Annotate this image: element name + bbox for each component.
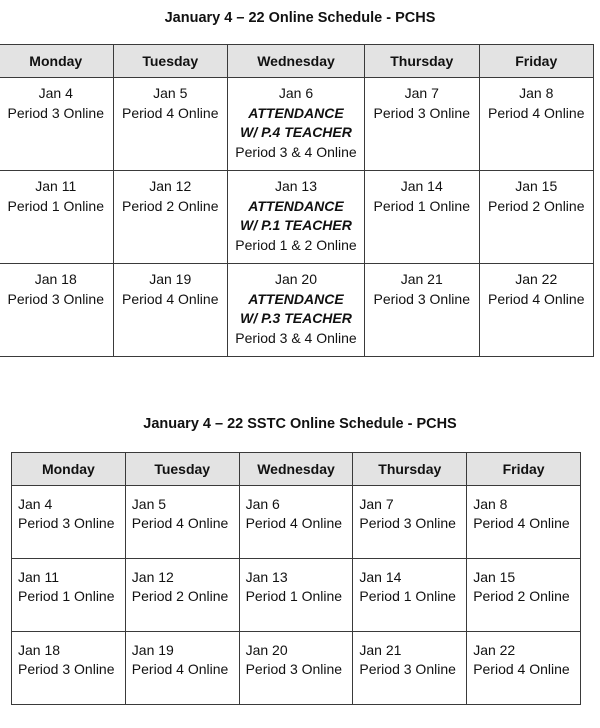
- day-cell: [0, 264, 113, 357]
- cell-text: Period 1 Online: [18, 588, 115, 604]
- attendance-teacher: W/ P.4 TEACHER: [240, 124, 352, 140]
- sstc-schedule-title: January 4 – 22 SSTC Online Schedule - PCHS: [143, 416, 457, 432]
- header-thursday: Thursday: [365, 45, 480, 78]
- attendance-note: ATTENDANCE: [248, 104, 344, 121]
- cell-text: Period 4 Online: [121, 104, 219, 121]
- day-cell: [467, 559, 581, 632]
- cell-date: Jan 15: [473, 569, 516, 585]
- day-cell: [228, 171, 365, 264]
- cell-text: Period 3 Online: [373, 104, 470, 121]
- cell-date: Jan 13: [274, 178, 318, 194]
- attendance-teacher: W/ P.1 TEACHER: [240, 217, 352, 233]
- cell-text: Period 1 Online: [359, 588, 456, 604]
- table-row: [0, 78, 594, 171]
- cell-text: Period 3 Online: [7, 104, 104, 121]
- cell-text: Period 4 Online: [131, 515, 229, 531]
- cell-text: Period 4 Online: [131, 661, 229, 677]
- day-cell: [239, 486, 353, 559]
- cell-date: Jan 15: [515, 178, 558, 194]
- day-cell: [365, 78, 480, 171]
- header-monday: Monday: [12, 453, 126, 486]
- table-header-row: [12, 453, 581, 486]
- day-cell: [239, 632, 353, 705]
- day-cell: [479, 264, 594, 357]
- cell-date: Jan 20: [245, 642, 288, 658]
- cell-text: Period 1 & 2 Online: [235, 236, 357, 253]
- day-cell: [228, 78, 365, 171]
- table-row: [0, 171, 594, 264]
- day-cell: [365, 171, 480, 264]
- cell-date: Jan 11: [35, 178, 77, 194]
- cell-text: Period 3 Online: [7, 290, 104, 307]
- cell-date: Jan 6: [245, 496, 280, 512]
- cell-text: Period 2 Online: [131, 588, 229, 604]
- cell-date: Jan 4: [18, 496, 53, 512]
- day-cell: [125, 632, 239, 705]
- header-thursday: Thursday: [353, 453, 467, 486]
- header-friday: Friday: [479, 45, 594, 78]
- day-cell: [365, 264, 480, 357]
- header-monday: Monday: [0, 45, 113, 78]
- table-row: [12, 486, 581, 559]
- schedule-title: January 4 – 22 Online Schedule - PCHS: [164, 10, 436, 26]
- cell-text: Period 3 Online: [359, 515, 456, 531]
- header-wednesday: Wednesday: [228, 45, 365, 78]
- day-cell: [12, 559, 126, 632]
- sstc-schedule-table: [11, 452, 581, 705]
- cell-date: Jan 20: [274, 271, 318, 287]
- cell-date: Jan 18: [34, 271, 77, 287]
- cell-text: Period 2 Online: [487, 197, 585, 214]
- day-cell: [353, 559, 467, 632]
- cell-date: Jan 5: [131, 496, 167, 512]
- cell-text: Period 4 Online: [473, 661, 570, 677]
- day-cell: [479, 78, 594, 171]
- cell-date: Jan 14: [359, 569, 402, 585]
- cell-date: Jan 22: [515, 271, 558, 287]
- cell-date: Jan 18: [18, 642, 61, 658]
- cell-text: Period 3 Online: [373, 290, 470, 307]
- table-row: [0, 264, 594, 357]
- day-cell: [479, 171, 594, 264]
- day-cell: [125, 486, 239, 559]
- day-cell: [113, 78, 228, 171]
- cell-text: Period 3 & 4 Online: [235, 329, 357, 346]
- cell-date: Jan 12: [131, 569, 174, 585]
- day-cell: [467, 632, 581, 705]
- cell-date: Jan 7: [404, 85, 439, 101]
- cell-text: Period 4 Online: [487, 290, 585, 307]
- day-cell: [113, 264, 228, 357]
- day-cell: [353, 486, 467, 559]
- cell-text: Period 3 Online: [245, 661, 343, 677]
- cell-date: Jan 14: [400, 178, 443, 194]
- cell-date: Jan 8: [519, 85, 554, 101]
- cell-date: Jan 22: [473, 642, 516, 658]
- header-tuesday: Tuesday: [113, 45, 228, 78]
- cell-date: Jan 4: [38, 85, 73, 101]
- header-wednesday: Wednesday: [239, 453, 353, 486]
- cell-date: Jan 11: [18, 569, 59, 585]
- header-tuesday: Tuesday: [125, 453, 239, 486]
- cell-date: Jan 19: [149, 271, 192, 287]
- cell-date: Jan 19: [131, 642, 174, 658]
- cell-text: Period 1 Online: [7, 197, 104, 214]
- day-cell: [12, 486, 126, 559]
- cell-text: Period 4 Online: [121, 290, 219, 307]
- day-cell: [239, 559, 353, 632]
- day-cell: [467, 486, 581, 559]
- cell-text: Period 4 Online: [245, 515, 343, 531]
- cell-date: Jan 13: [245, 569, 288, 585]
- cell-text: Period 3 & 4 Online: [235, 143, 357, 160]
- cell-text: Period 4 Online: [487, 104, 585, 121]
- cell-text: Period 3 Online: [18, 661, 115, 677]
- attendance-note: ATTENDANCE: [248, 290, 344, 307]
- day-cell: [125, 559, 239, 632]
- day-cell: [113, 171, 228, 264]
- cell-text: Period 1 Online: [245, 588, 343, 604]
- attendance-teacher: W/ P.3 TEACHER: [240, 310, 352, 326]
- cell-text: Period 3 Online: [359, 661, 456, 677]
- day-cell: [353, 632, 467, 705]
- day-cell: [228, 264, 365, 357]
- cell-text: Period 1 Online: [373, 197, 470, 214]
- cell-text: Period 4 Online: [473, 515, 570, 531]
- day-cell: [0, 78, 113, 171]
- cell-text: Period 3 Online: [18, 515, 115, 531]
- attendance-note: ATTENDANCE: [248, 197, 344, 214]
- day-cell: [0, 171, 113, 264]
- cell-date: Jan 21: [359, 642, 402, 658]
- table-header-row: [0, 45, 594, 78]
- cell-date: Jan 12: [149, 178, 192, 194]
- cell-date: Jan 5: [153, 85, 188, 101]
- cell-date: Jan 7: [359, 496, 394, 512]
- table-row: [12, 559, 581, 632]
- online-schedule-table: [0, 44, 594, 357]
- header-friday: Friday: [467, 453, 581, 486]
- cell-text: Period 2 Online: [473, 588, 570, 604]
- cell-text: Period 2 Online: [121, 197, 219, 214]
- table-row: [12, 632, 581, 705]
- cell-date: Jan 8: [473, 496, 508, 512]
- cell-date: Jan 21: [400, 271, 443, 287]
- day-cell: [12, 632, 126, 705]
- cell-date: Jan 6: [278, 85, 314, 101]
